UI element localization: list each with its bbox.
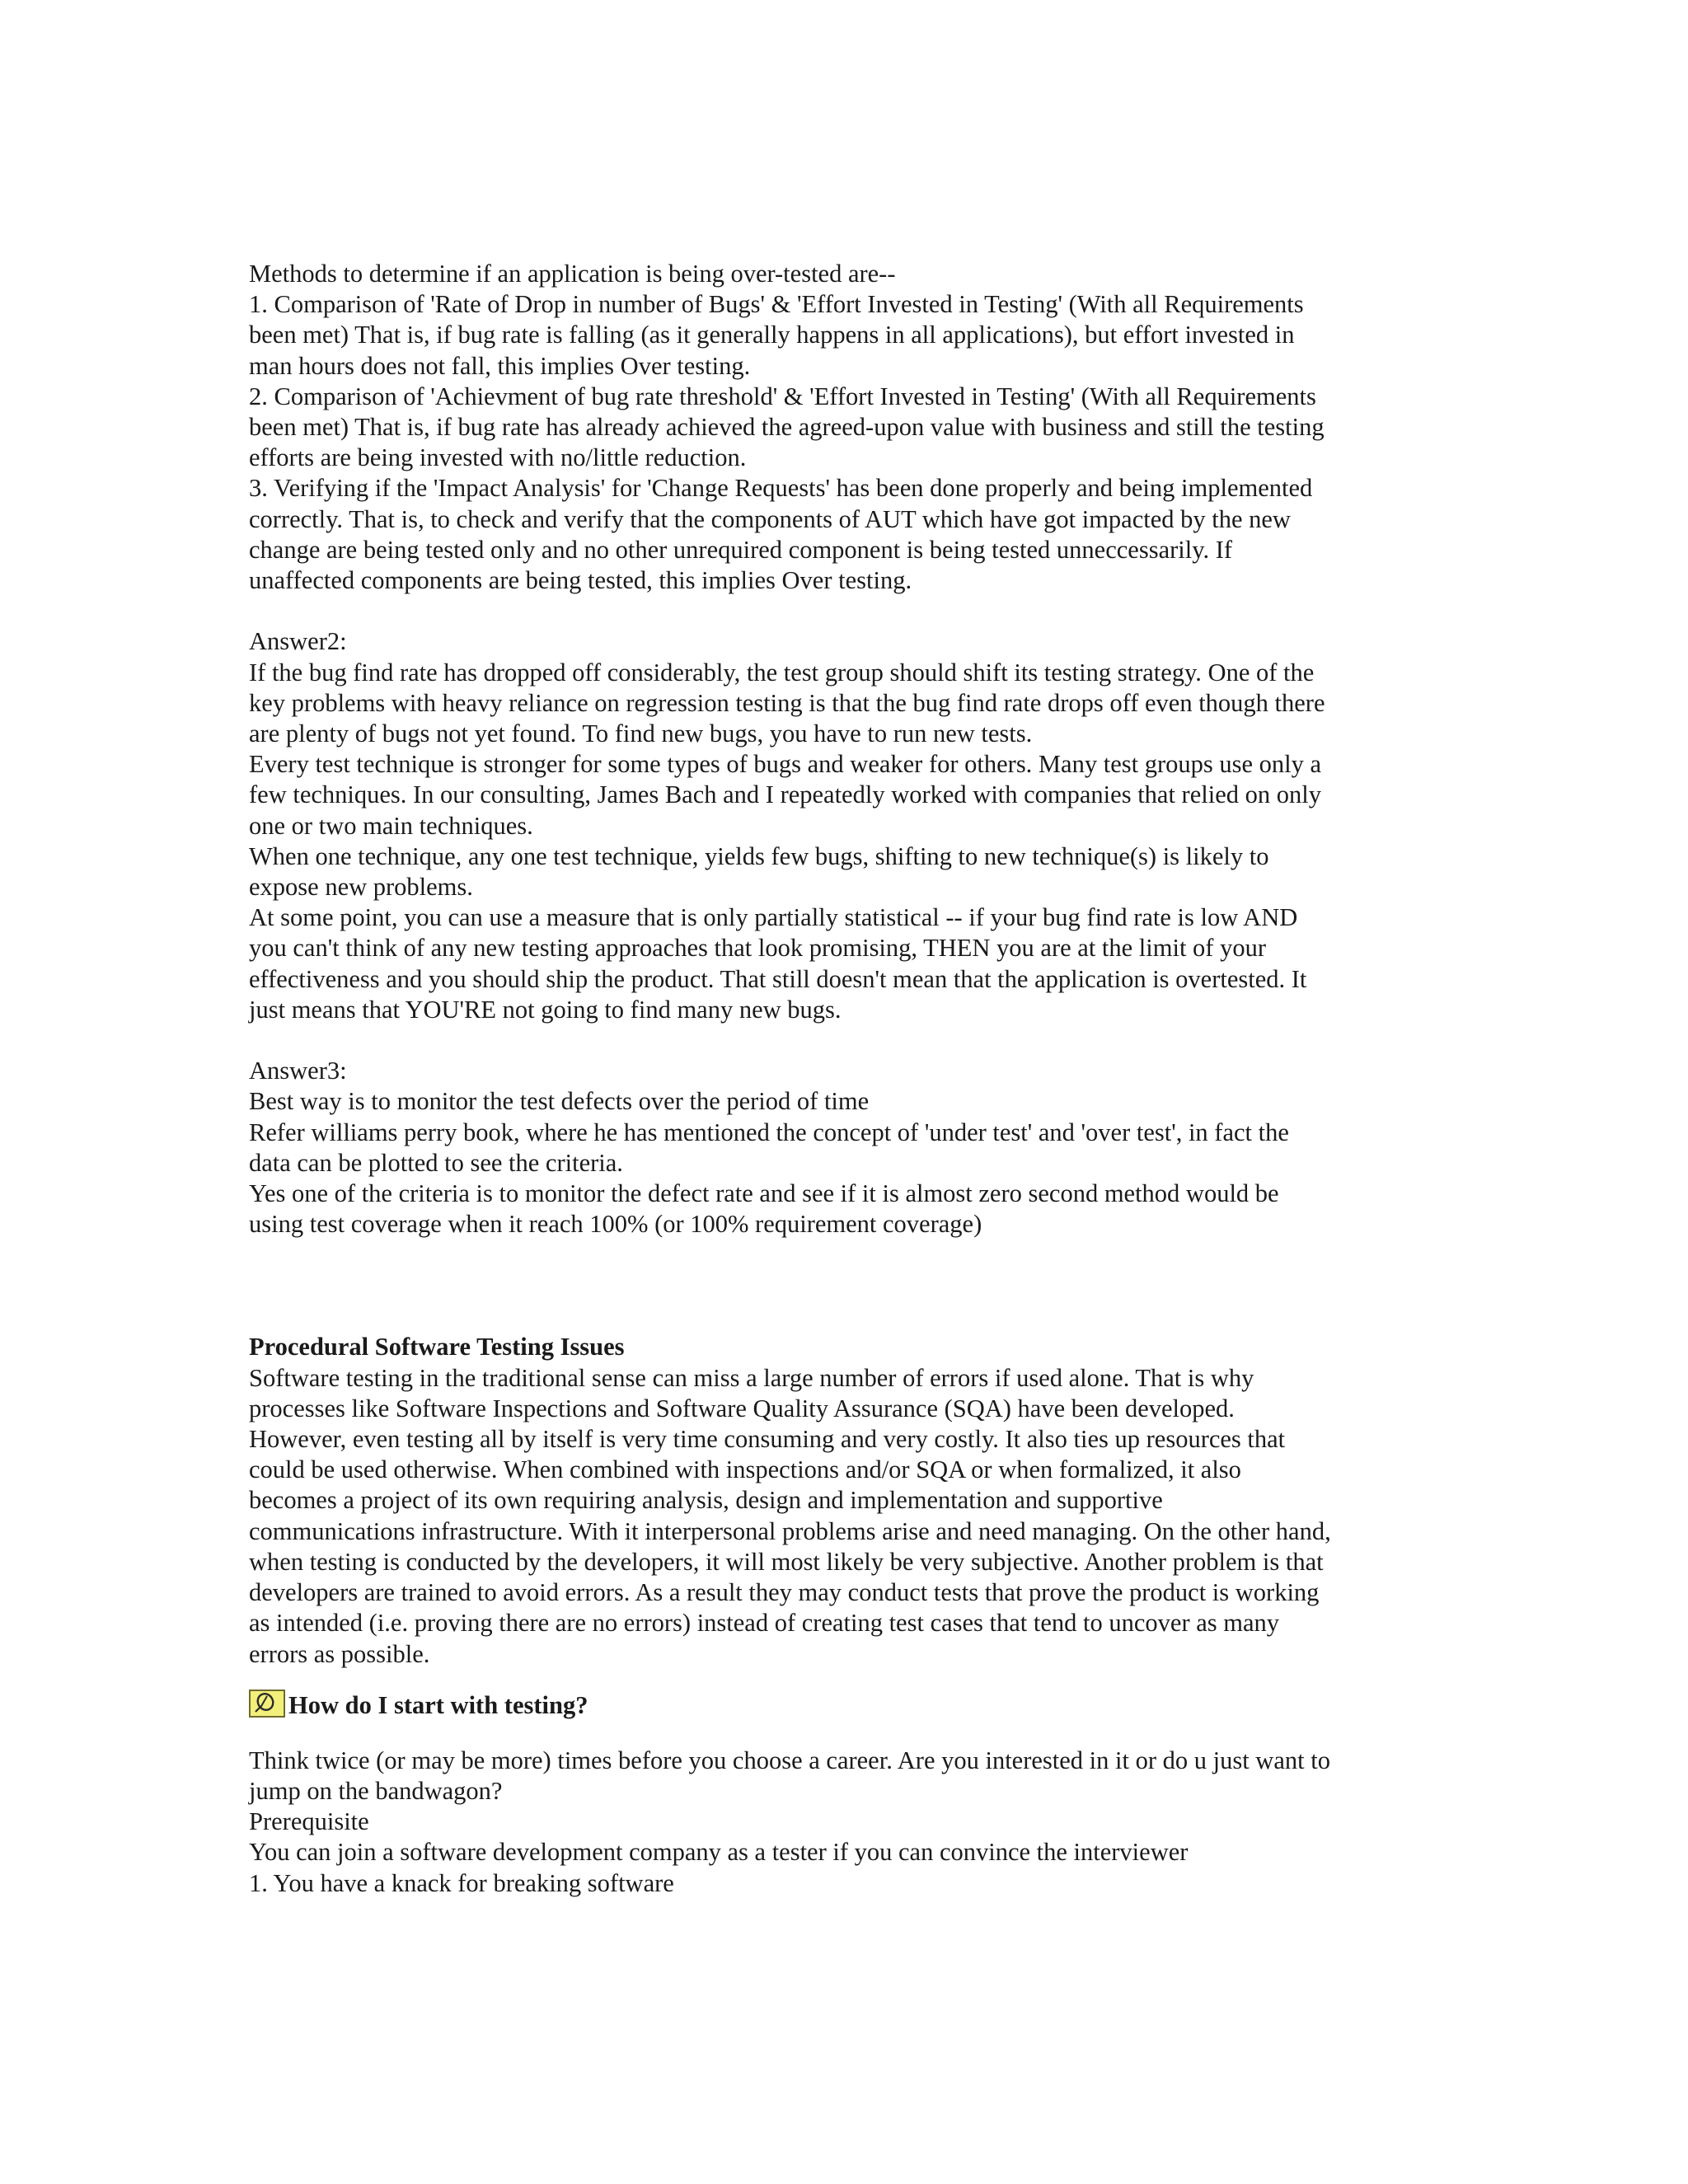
answer2-section bbox=[249, 626, 1461, 1025]
paragraph-spacer bbox=[249, 1025, 1461, 1056]
section-heading: Procedural Software Testing Issues bbox=[249, 1333, 625, 1361]
text-line: However, even testing all by itself is very time consuming and very costly. It also ties up resources that bbox=[249, 1425, 1286, 1454]
text-line: 2. Comparison of 'Achievment of bug rate threshold' & 'Effort Invested in Testing' (With all Requirements bbox=[249, 382, 1316, 410]
text-line: efforts are being invested with no/little reduction. bbox=[249, 443, 747, 472]
text-line: when testing is conducted by the developers, it will most likely be very subjective. Another problem is that bbox=[249, 1547, 1324, 1576]
answer3-section bbox=[249, 1056, 1461, 1240]
help-icon bbox=[249, 1690, 285, 1718]
section-heading-row bbox=[249, 1683, 1461, 1721]
text-line: If the bug find rate has dropped off considerably, the test group should shift its testing strategy. One of the bbox=[249, 658, 1315, 687]
text-line: using test coverage when it reach 100% (or 100% requirement coverage) bbox=[249, 1210, 982, 1239]
text-line: Refer williams perry book, where he has mentioned the concept of 'under test' and 'over test', in fact the bbox=[249, 1118, 1289, 1146]
text-line: as intended (i.e. proving there are no errors) instead of creating test cases that tend to uncover as many bbox=[249, 1609, 1280, 1638]
text-line: effectiveness and you should ship the product. That still doesn't mean that the application is overtested. It bbox=[249, 964, 1307, 993]
text-line: Software testing in the traditional sense can miss a large number of errors if used alone. That is why bbox=[249, 1363, 1254, 1392]
paragraph-spacer bbox=[249, 596, 1461, 626]
text-line: Yes one of the criteria is to monitor the defect rate and see if it is almost zero second method would be bbox=[249, 1179, 1279, 1208]
section-spacer bbox=[249, 1240, 1461, 1332]
text-line: data can be plotted to see the criteria. bbox=[249, 1148, 623, 1177]
document-page bbox=[249, 259, 1461, 1899]
text-line: few techniques. In our consulting, James Bach and I repeatedly worked with companies that relied on only bbox=[249, 780, 1321, 809]
text-line: Methods to determine if an application is being over-tested are-- bbox=[249, 260, 896, 288]
text-line: Every test technique is stronger for some types of bugs and weaker for others. Many test groups use only a bbox=[249, 750, 1322, 779]
text-line: When one technique, any one test technique, yields few bugs, shifting to new technique(s) is likely to bbox=[249, 841, 1269, 870]
text-line: developers are trained to avoid errors. As a result they may conduct tests that prove the product is working bbox=[249, 1578, 1320, 1607]
text-line: communications infrastructure. With it interpersonal problems arise and need managing. On the other hand, bbox=[249, 1516, 1331, 1545]
text-line: been met) That is, if bug rate is falling (as it generally happens in all applications), but effort invested in bbox=[249, 321, 1295, 349]
text-line: key problems with heavy reliance on regression testing is that the bug find rate drops off even though there bbox=[249, 688, 1325, 717]
text-line: you can't think of any new testing approaches that look promising, THEN you are at the limit of your bbox=[249, 934, 1266, 963]
over-testing-methods-section bbox=[249, 259, 1461, 596]
text-line: 1. Comparison of 'Rate of Drop in number of Bugs' & 'Effort Invested in Testing' (With all Requirements bbox=[249, 290, 1304, 319]
text-line: jump on the bandwagon? bbox=[249, 1776, 503, 1805]
answer-label: Answer3: bbox=[249, 1057, 347, 1085]
text-line: Think twice (or may be more) times before you choose a career. Are you interested in it or do u just want to bbox=[249, 1746, 1330, 1774]
text-line: processes like Software Inspections and Software Quality Assurance (SQA) have been developed. bbox=[249, 1394, 1235, 1422]
procedural-issues-section bbox=[249, 1332, 1461, 1669]
text-line: change are being tested only and no other unrequired component is being tested unneccessarily. If bbox=[249, 535, 1233, 564]
section-heading: How do I start with testing? bbox=[288, 1690, 588, 1719]
text-line: becomes a project of its own requiring analysis, design and implementation and supportive bbox=[249, 1486, 1163, 1515]
text-line: errors as possible. bbox=[249, 1639, 430, 1668]
answer-label: Answer2: bbox=[249, 627, 347, 656]
text-line: 3. Verifying if the 'Impact Analysis' for 'Change Requests' has been done properly and being implemented bbox=[249, 474, 1313, 503]
text-line: Prerequisite bbox=[249, 1807, 369, 1836]
text-line: correctly. That is, to check and verify that the components of AUT which have got impacted by the new bbox=[249, 504, 1291, 533]
text-line: unaffected components are being tested, this implies Over testing. bbox=[249, 566, 912, 595]
text-line: just means that YOU'RE not going to find many new bugs. bbox=[249, 995, 842, 1024]
text-line: expose new problems. bbox=[249, 873, 473, 902]
text-line: one or two main techniques. bbox=[249, 811, 533, 840]
text-line: been met) That is, if bug rate has already achieved the agreed-upon value with business and still the testing bbox=[249, 413, 1325, 442]
text-line: 1. You have a knack for breaking software bbox=[249, 1868, 674, 1897]
text-line: At some point, you can use a measure that is only partially statistical -- if your bug find rate is low AND bbox=[249, 903, 1298, 932]
text-line: You can join a software development company as a tester if you can convince the interviewer bbox=[249, 1838, 1189, 1867]
text-line: man hours does not fall, this implies Over testing. bbox=[249, 351, 751, 380]
text-line: could be used otherwise. When combined with inspections and/or SQA or when formalized, it also bbox=[249, 1455, 1241, 1484]
text-line: Best way is to monitor the test defects over the period of time bbox=[249, 1087, 870, 1116]
start-testing-section bbox=[249, 1683, 1461, 1899]
text-line: are plenty of bugs not yet found. To find new bugs, you have to run new tests. bbox=[249, 719, 1033, 748]
